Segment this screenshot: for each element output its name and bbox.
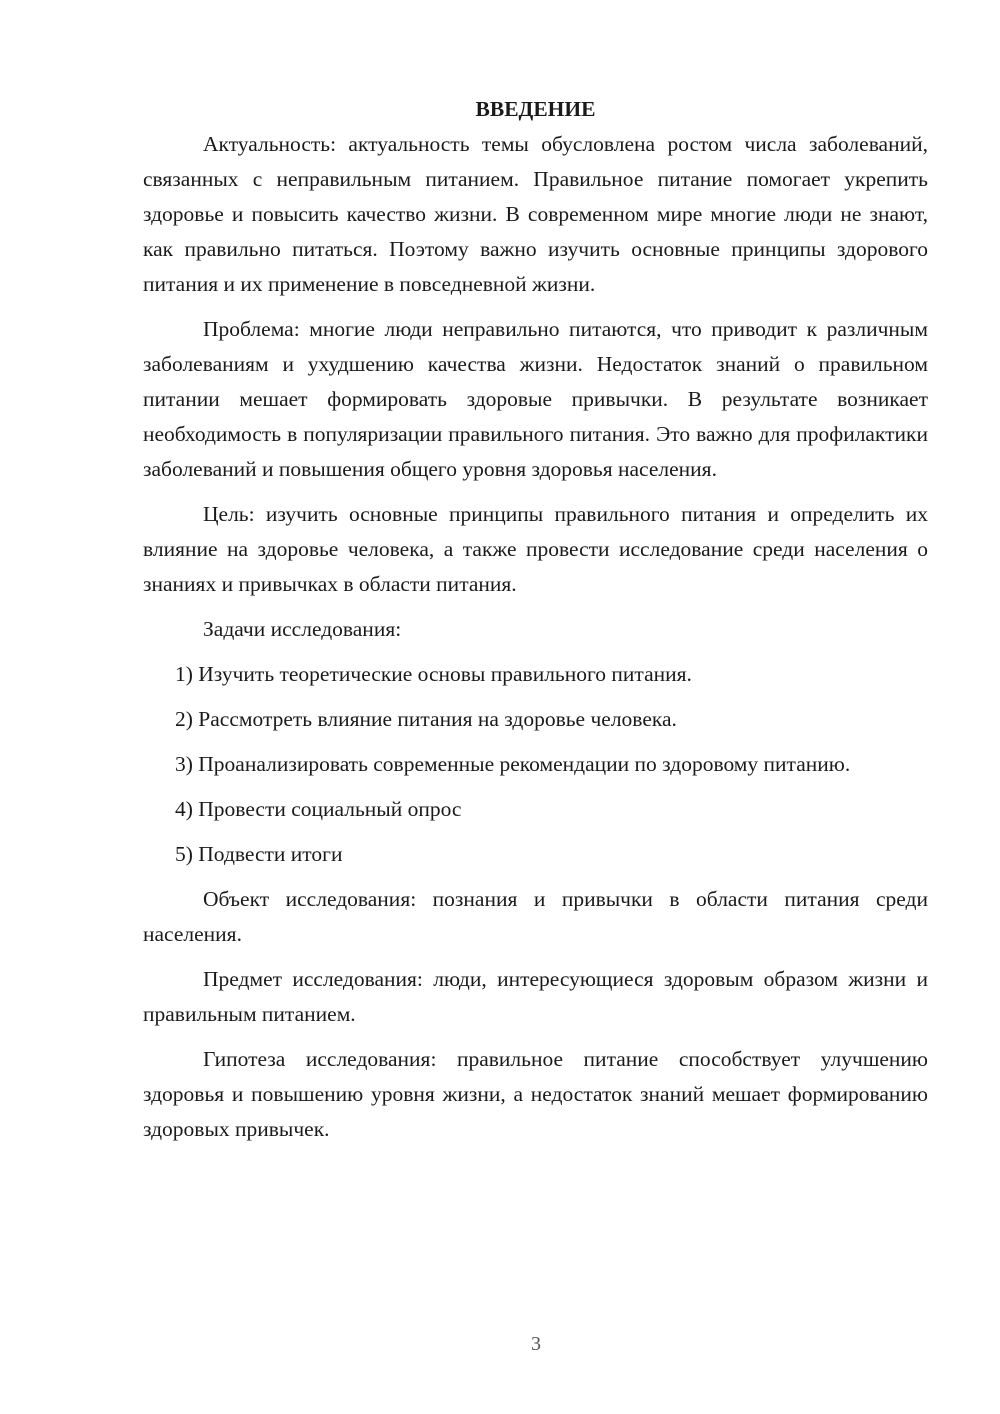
- page-title: ВВЕДЕНИЕ: [475, 97, 596, 121]
- task-item-5: 5) Подвести итоги: [175, 842, 343, 866]
- task-item-3: 3) Проанализировать современные рекомендации по здоровому питанию.: [175, 752, 851, 776]
- page-content: [143, 92, 928, 1157]
- task-item-4: 4) Провести социальный опрос: [175, 797, 462, 821]
- tasks-heading: Задачи исследования:: [203, 617, 402, 641]
- page-number: 3: [531, 1333, 541, 1355]
- paragraph-hypothesis: Гипотеза исследования: правильное питание способствует улучшению здоровья и повышению уровня жизни, а недостаток знаний мешает формированию здоровых привычек.: [143, 1047, 928, 1141]
- task-item-1: 1) Изучить теоретические основы правильного питания.: [175, 662, 692, 686]
- paragraph-problem: Проблема: многие люди неправильно питаются, что приводит к различным заболеваниям и ухудшению качества жизни. Недостаток знаний о правильном питании мешает формировать здоровые привычки. В результате возникает необходимость в популяризации правильного питания. Это важно для профилактики заболеваний и повышения общего уровня здоровья населения.: [143, 317, 928, 481]
- task-item-2: 2) Рассмотреть влияние питания на здоровье человека.: [175, 707, 677, 731]
- paragraph-goal: Цель: изучить основные принципы правильного питания и определить их влияние на здоровье человека, а также провести исследование среди населения о знаниях и привычках в области питания.: [143, 502, 928, 596]
- paragraph-subject: Предмет исследования: люди, интересующиеся здоровым образом жизни и правильным питанием.: [143, 967, 928, 1026]
- paragraph-relevance: Актуальность: актуальность темы обусловлена ростом числа заболеваний, связанных с неправильным питанием. Правильное питание помогает укрепить здоровье и повысить качество жизни. В современном мире многие люди не знают, как правильно питаться. Поэтому важно изучить основные принципы здорового питания и их применение в повседневной жизни.: [143, 132, 928, 296]
- paragraph-object: Объект исследования: познания и привычки в области питания среди населения.: [143, 887, 928, 946]
